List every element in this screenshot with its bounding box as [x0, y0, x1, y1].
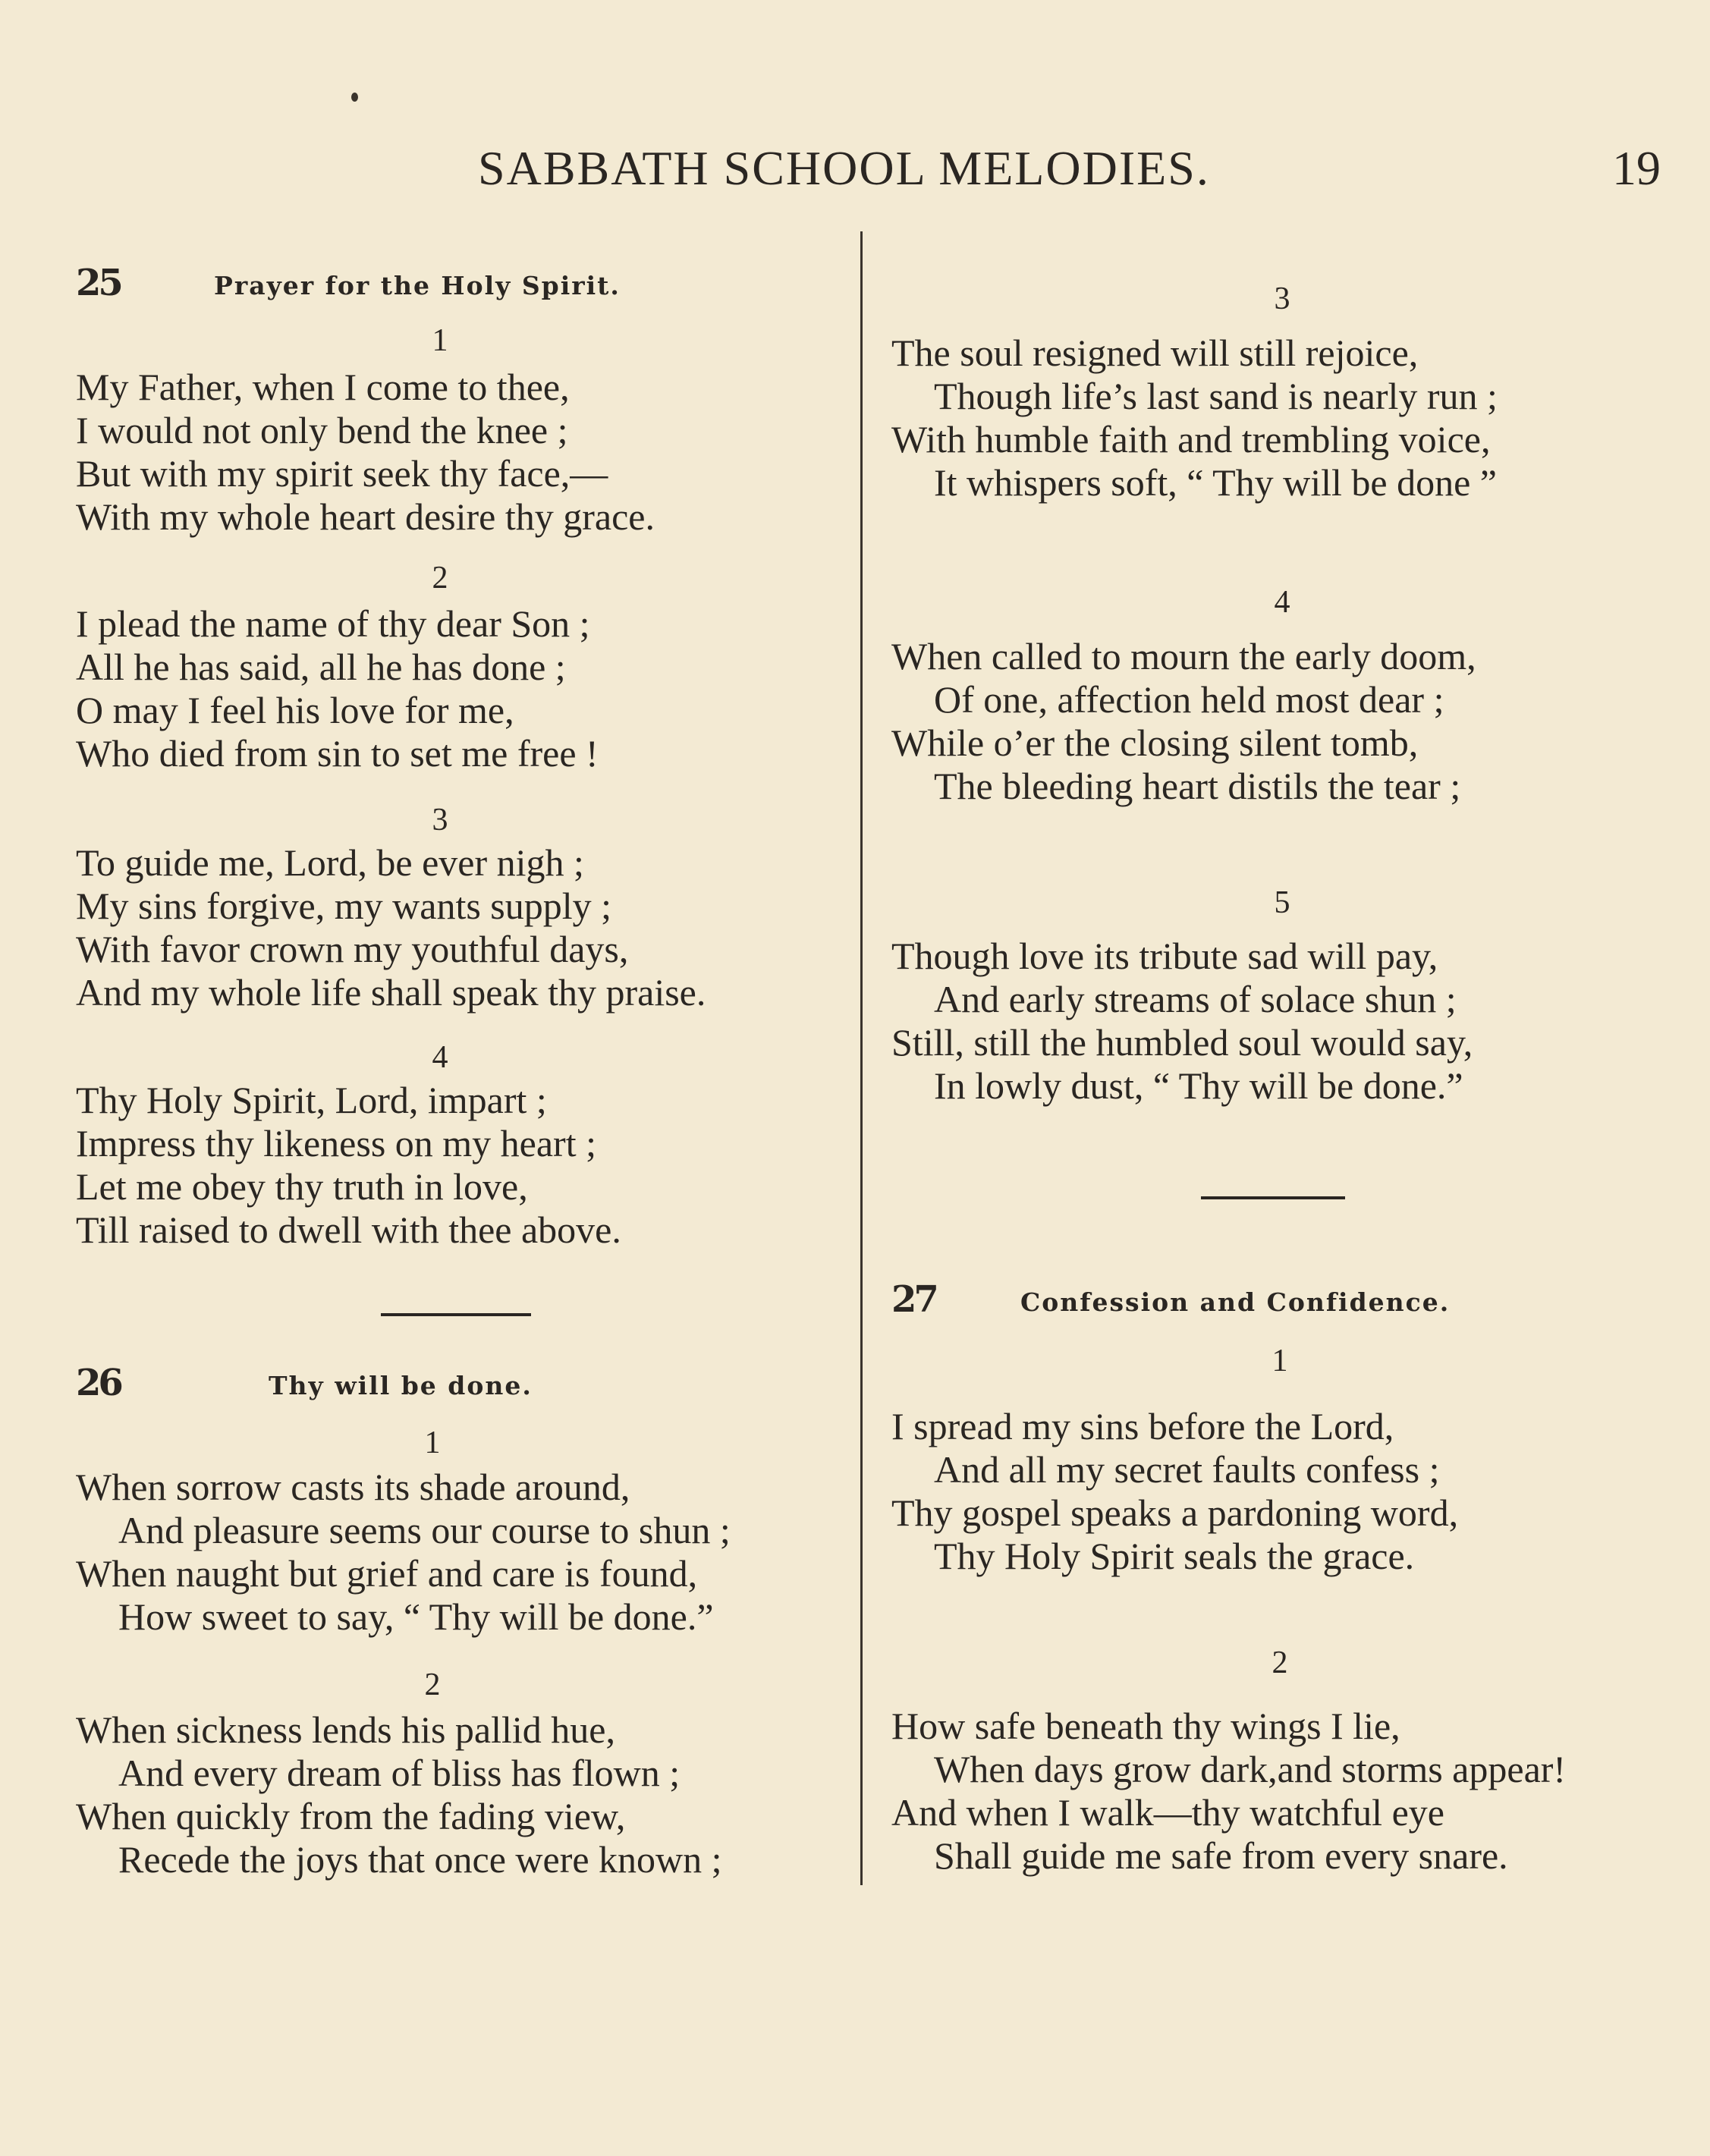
verse-line: With favor crown my youthful days,: [76, 928, 629, 970]
verse-line: And pleasure seems our course to shun ;: [118, 1509, 731, 1551]
verse-line: I would not only bend the knee ;: [76, 409, 568, 451]
running-title: SABBATH SCHOOL MELODIES.: [478, 141, 1210, 195]
stanza-number: 5: [1274, 885, 1290, 920]
verse-line: O may I feel his love for me,: [76, 689, 514, 731]
verse-line: Thy gospel speaks a pardoning word,: [891, 1491, 1459, 1534]
verse-line: Though life’s last sand is nearly run ;: [934, 375, 1498, 417]
verse-line: My sins forgive, my wants supply ;: [76, 885, 612, 927]
hymn-title: Prayer for the Holy Spirit.: [214, 271, 621, 300]
verse-line: When called to mourn the early doom,: [891, 635, 1476, 677]
verse-line: When sorrow casts its shade around,: [76, 1466, 630, 1508]
verse-line: To guide me, Lord, be ever nigh ;: [76, 841, 584, 884]
hymn-number: 26: [76, 1362, 121, 1404]
hymn-27-heading: [891, 1278, 1696, 1331]
verse-line: Still, still the humbled soul would say,: [891, 1021, 1473, 1064]
verse-line: When sickness lends his pallid hue,: [76, 1708, 615, 1751]
verse-line: When naught but grief and care is found,: [76, 1552, 698, 1595]
verse-line: Shall guide me safe from every snare.: [934, 1834, 1508, 1877]
stanza-number: 2: [432, 561, 448, 596]
hymn-title: Thy will be done.: [269, 1371, 533, 1400]
verse-line: And early streams of solace shun ;: [934, 978, 1457, 1020]
verse-line: How sweet to say, “ Thy will be done.”: [118, 1595, 714, 1638]
verse-line: How safe beneath thy wings I lie,: [891, 1705, 1400, 1747]
stanza-number: 1: [424, 1425, 441, 1460]
stanza-number: 4: [432, 1040, 448, 1075]
stanza-number: 4: [1274, 585, 1290, 620]
verse-line: Who died from sin to set me free !: [76, 732, 599, 775]
stanza-number: 2: [1271, 1645, 1288, 1680]
verse-line: My Father, when I come to thee,: [76, 366, 570, 408]
verse-line: Let me obey thy truth in love,: [76, 1165, 528, 1208]
verse-line: I spread my sins before the Lord,: [891, 1405, 1394, 1447]
section-rule: [1201, 1196, 1345, 1199]
verse-line: When quickly from the fading view,: [76, 1795, 626, 1837]
stanza-number: 1: [1271, 1344, 1288, 1378]
verse-line: And all my secret faults confess ;: [934, 1448, 1440, 1491]
verse-line: When days grow dark,and storms appear!: [934, 1748, 1567, 1790]
page-number: 19: [1612, 141, 1661, 195]
verse-line: In lowly dust, “ Thy will be done.”: [934, 1064, 1463, 1107]
verse-line: But with my spirit seek thy face,—: [76, 452, 608, 495]
verse-line: Of one, affection held most dear ;: [934, 678, 1444, 721]
stanza-number: 3: [1274, 281, 1290, 316]
verse-line: Impress thy likeness on my heart ;: [76, 1122, 596, 1164]
verse-line: And when I walk—thy watchful eye: [891, 1791, 1444, 1834]
verse-line: Recede the joys that once were known ;: [118, 1838, 722, 1881]
hymn-25-heading: [76, 262, 842, 315]
verse-line: The soul resigned will still rejoice,: [891, 332, 1419, 374]
verse-line: With my whole heart desire thy grace.: [76, 495, 655, 538]
page-header: [0, 140, 1710, 201]
verse-line: With humble faith and trembling voice,: [891, 418, 1491, 460]
ink-speck: [351, 93, 358, 102]
verse-line: Though love its tribute sad will pay,: [891, 935, 1438, 977]
section-rule: [381, 1313, 531, 1316]
verse-line: Till raised to dwell with thee above.: [76, 1208, 621, 1251]
verse-line: And my whole life shall speak thy praise.: [76, 971, 706, 1014]
verse-line: While o’er the closing silent tomb,: [891, 721, 1419, 764]
verse-line: Thy Holy Spirit, Lord, impart ;: [76, 1079, 547, 1121]
stanza-number: 2: [424, 1667, 441, 1702]
verse-line: I plead the name of thy dear Son ;: [76, 602, 590, 645]
verse-line: Thy Holy Spirit seals the grace.: [934, 1535, 1415, 1577]
verse-line: It whispers soft, “ Thy will be done ”: [934, 461, 1497, 504]
stanza-number: 1: [432, 323, 448, 358]
hymn-number: 27: [891, 1278, 936, 1321]
column-divider: [860, 231, 863, 1885]
hymn-number: 25: [76, 262, 121, 304]
verse-line: All he has said, all he has done ;: [76, 646, 566, 688]
stanza-number: 3: [432, 803, 448, 838]
hymn-title: Confession and Confidence.: [1020, 1287, 1451, 1317]
verse-line: The bleeding heart distils the tear ;: [934, 765, 1461, 807]
verse-line: And every dream of bliss has flown ;: [118, 1752, 681, 1794]
hymn-26-heading: [76, 1362, 842, 1415]
